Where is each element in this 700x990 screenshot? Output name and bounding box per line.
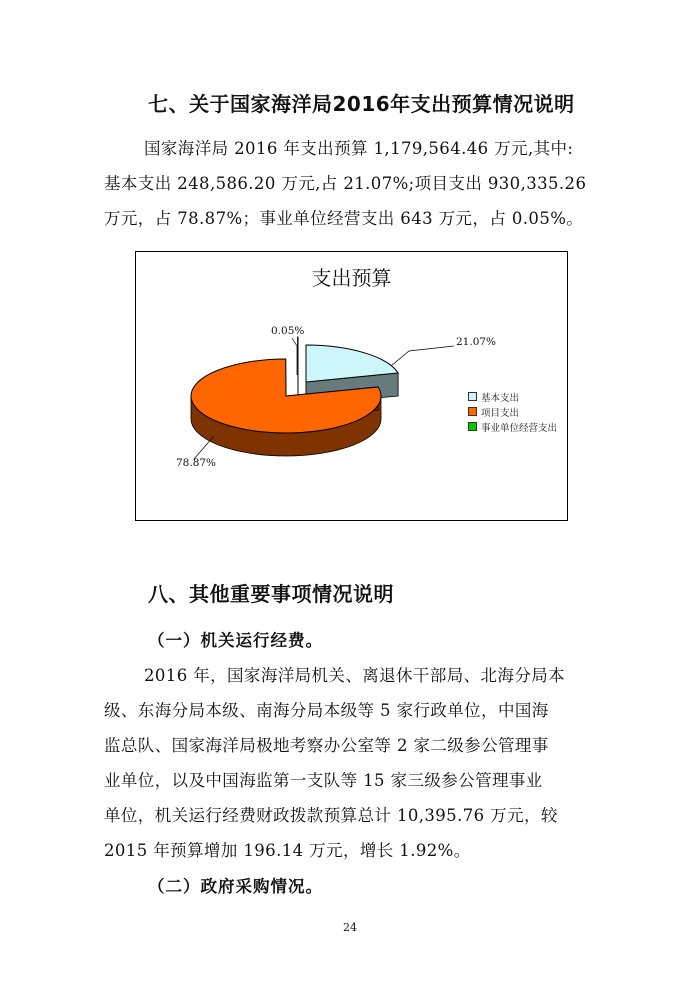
data-label-business: 0.05% xyxy=(271,325,305,337)
leader-line xyxy=(292,338,297,375)
pie-chart-canvas xyxy=(136,252,569,522)
legend-label: 事业单位经营支出 xyxy=(481,422,558,434)
budget-paragraph xyxy=(104,131,604,236)
paragraph-line: 监总队、国家海洋局极地考察办公室等 2 家二级参公管理事 xyxy=(104,736,549,755)
paragraph-line: 业单位，以及中国海监第一支队等 15 家三级参公管理事业 xyxy=(104,771,543,790)
chart-title: 支出预算 xyxy=(311,266,392,290)
paragraph-line: 基本支出 248,586.20 万元,占 21.07%;项目支出 930,335.26 xyxy=(104,174,587,193)
subheading-operating-costs: （一）机关运行经费。 xyxy=(148,631,323,650)
subheading-procurement: （二）政府采购情况。 xyxy=(148,877,323,896)
section-title-other: 八、其他重要事项情况说明 xyxy=(148,582,394,606)
paragraph-line: 级、东海分局本级、南海分局本级等 5 家行政单位，中国海 xyxy=(104,701,549,720)
paragraph-line: 万元，占 78.87%；事业单位经营支出 643 万元，占 0.05%。 xyxy=(104,209,584,228)
legend-swatch xyxy=(468,407,477,416)
paragraph-line: 国家海洋局 2016 年支出预算 1,179,564.46 万元,其中: xyxy=(144,139,574,158)
paragraph-line: 2015 年预算增加 196.14 万元，增长 1.92%。 xyxy=(104,841,471,860)
legend-label: 基本支出 xyxy=(481,392,520,404)
legend-item xyxy=(468,389,557,404)
data-label-basic: 21.07% xyxy=(456,336,497,348)
paragraph-line: 2016 年，国家海洋局机关、离退休干部局、北海分局本 xyxy=(144,666,566,685)
legend-swatch xyxy=(468,422,477,431)
legend-swatch xyxy=(468,392,477,401)
section-title-budget: 七、关于国家海洋局2016年支出预算情况说明 xyxy=(148,92,575,116)
chart-legend xyxy=(468,389,557,434)
legend-label: 项目支出 xyxy=(481,407,520,419)
leader-line xyxy=(391,346,454,366)
page-number: 24 xyxy=(343,921,357,934)
pie-chart xyxy=(135,251,568,521)
leader-line xyxy=(194,436,214,459)
legend-item xyxy=(468,419,557,434)
operating-costs-paragraph xyxy=(104,658,604,868)
legend-item xyxy=(468,404,557,419)
paragraph-line: 单位，机关运行经费财政拨款预算总计 10,395.76 万元，较 xyxy=(104,806,558,825)
data-label-project: 78.87% xyxy=(176,457,217,469)
